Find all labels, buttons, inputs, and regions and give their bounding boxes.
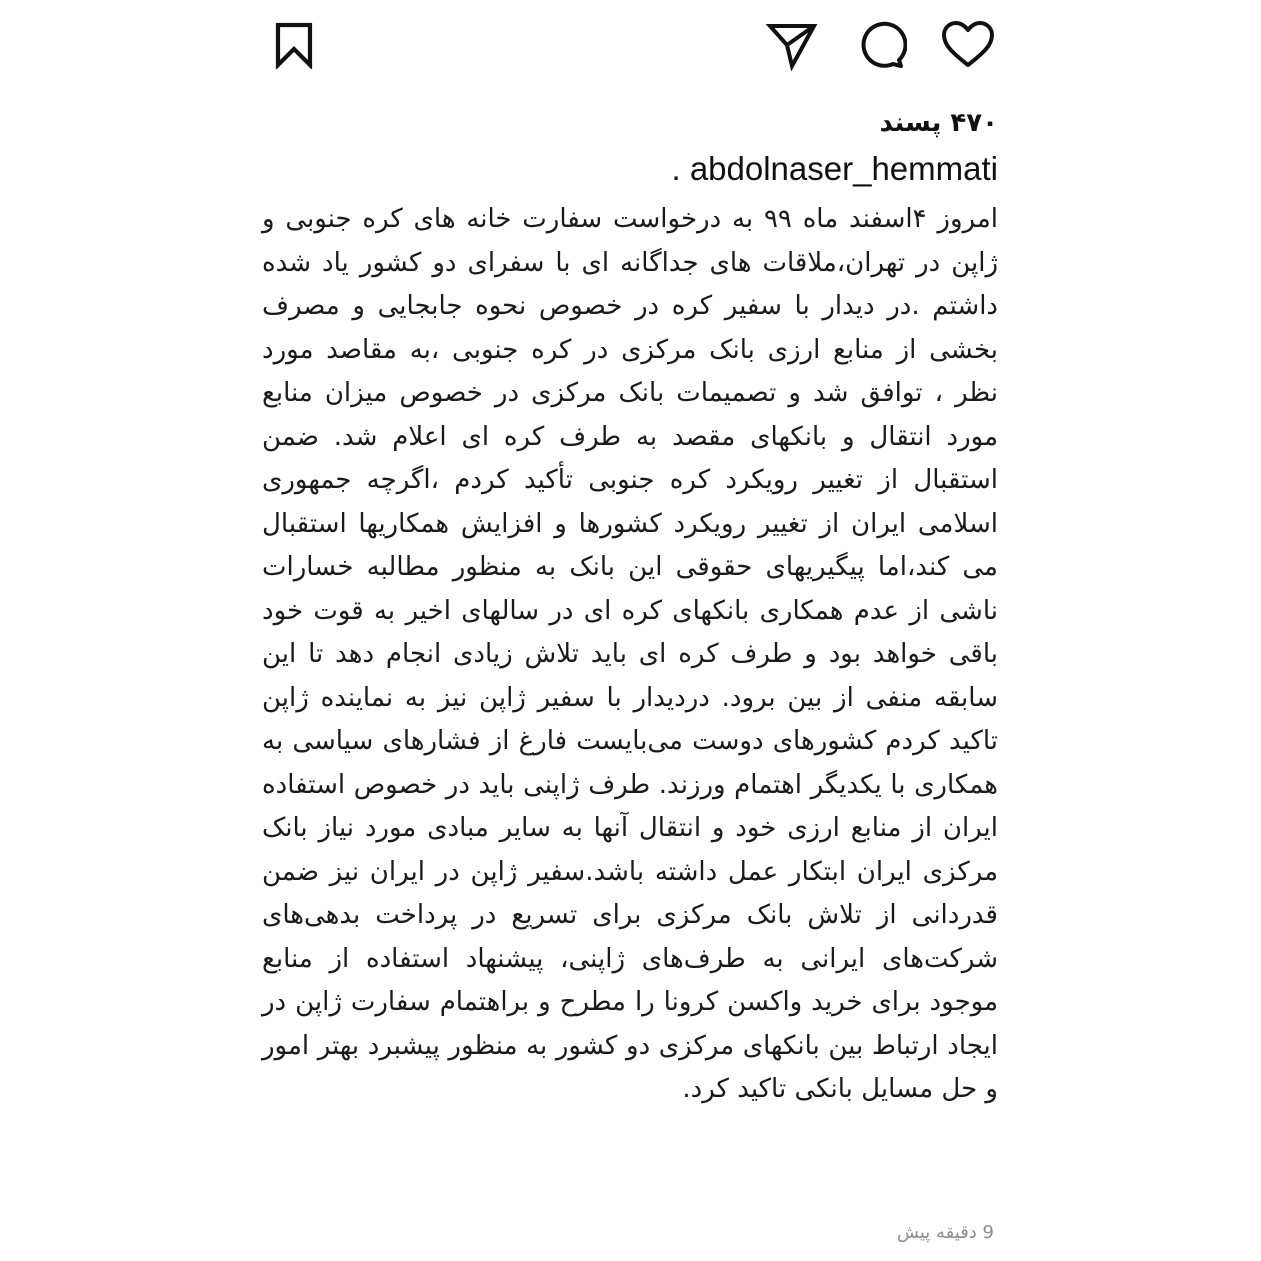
likes-count[interactable]: ۴۷۰ پسند [879,108,998,138]
author-username[interactable]: abdolnaser_hemmati [689,150,998,187]
send-icon[interactable] [762,14,822,76]
post-caption: امروز ۴اسفند ماه ۹۹ به درخواست سفارت خانه های کره جنوبی و ژاپن در تهران،ملاقات های جداگانه ای با سفرای دو کشور یاد شده داشتم .در دیدار با سفیر کره در خصوص نحوه جابجایی و مصرف بخشی از منابع ارزی بانک مرکزی در کره جنوبی ،به مقاصد مورد نظر ، توافق شد و تصمیمات بانک مرکزی در خصوص میزان منابع مورد انتقال و بانکهای مقصد به طرف کره ای اعلام شد. ضمن استقبال از تغییر رویکرد کره جنوبی تأکید کردم ،اگرچه جمهوری اسلامی ایران از تغییر رویکرد کشورها و افزایش همکاریها استقبال می کند،اما پیگیریهای حقوقی این بانک به منظور مطالبه خسارات ناشی از عدم همکاری بانکهای کره ای در سالهای اخیر به قوت خود باقی خواهد بود و طرف کره ای باید تلاش زیادی انجام دهد تا این سابقه منفی از بین برود. دردیدار با سفیر ژاپن نیز به نماینده ژاپن تاکید کردم کشورهای دوست می‌بایست فارغ از فشارهای سیاسی به همکاری با یکدیگر اهتمام ورزند. طرف ژاپنی باید در خصوص استفاده ایران از منابع ارزی خود و انتقال آنها به سایر مبادی مورد نیاز بانک مرکزی ایران ابتکار عمل داشته باشد.سفیر ژاپن در ایران نیز ضمن قدردانی از تلاش بانک مرکزی برای تسریع در پرداخت بدهی‌های شرکت‌های ایرانی به طرف‌های ژاپنی، پیشنهاد استفاده از منابع موجود برای خرید واکسن کرونا را مطرح و براهتمام سفارت ژاپن در ایجاد ارتباط بین بانکهای مرکزی دو کشور به منظور پیشبرد بهتر امور و حل مسایل بانکی تاکید کرد. [262,204,998,1104]
heart-icon[interactable] [938,14,998,76]
author-suffix: . [671,150,681,187]
caption-header [671,150,998,188]
post-timestamp: 9 دقیقه پیش [896,1222,994,1243]
bookmark-icon[interactable] [264,14,324,76]
action-bar [262,14,998,78]
comment-icon[interactable] [850,14,910,76]
instagram-post [262,0,998,1261]
